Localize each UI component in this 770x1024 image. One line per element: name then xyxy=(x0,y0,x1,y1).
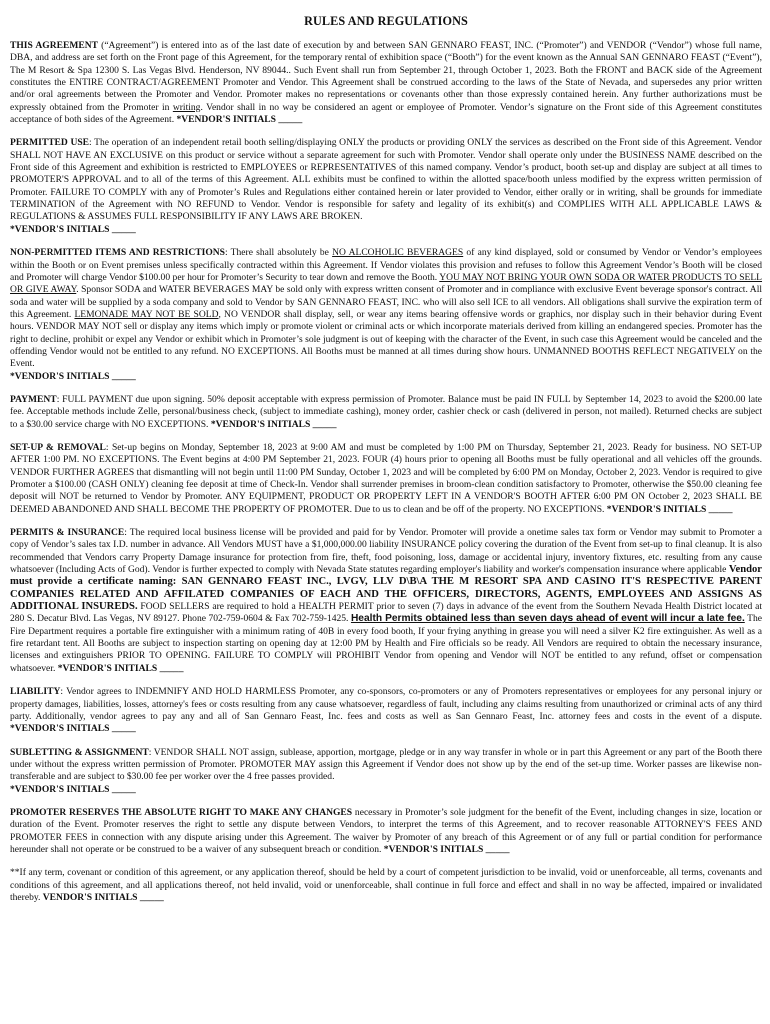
section-text: : Set-up begins on Monday, September 18, 2023 at 9:00 AM and must be completed by 1:00 PM on Thursday, September 21, 2023. Ready for business. NO SET-UP AFTER 1:00 PM. NO EXCEPTIONS. The Event begins at 4:00 PM September 21, 2023. FOUR (4) hours prior to opening all Booths must be fully operational and all vehicles off the grounds. VENDOR FURTHER AGREES that dismantling will not begin until 11:00 PM Sunday, October 1, 2023 and will be completed by 6:00 PM on Monday, October 2, 2023. Vendor is required to give Promoter a $100.00 (CASH ONLY) cleaning fee deposit at time of Check-In. Vendor shall surrender premises in broom-clean condition satisfactory to Promoter, otherwise the $50.00 cleaning fee deposit will NOT be returned to Vendor by Promoter. ANY EQUIPMENT, PRODUCT OR PROPERTY LEFT IN A VENDOR'S BOOTH AFTER 6:00 PM ON October 2, 2023 SHALL BE DEEMED ABANDONED AND SHALL BECOME THE PROPERTY OF PROMOTER. Due to us to clean and be off of the property. NO EXCEPTIONS. xyxy=(10,441,762,515)
vendor-initials: *VENDOR'S INITIALS _____ xyxy=(10,723,136,735)
section-text: : There shall absolutely be xyxy=(224,247,333,259)
section-text-tail: . Vendor shall in no way be considered an agent or employee of Promoter. Vendor’s signature on the Front side of this Agreement constitutes acceptance of both sides of the Agreement. xyxy=(10,101,762,126)
section-text: necessary in Promoter’s sole judgment for the benefit of the Event, including changes in size, location or duration of the Event. Promoter reserves the right to settle any dispute between Vendors, to interpret the terms of this Agreement, and to recover reasonable ATTORNEY'S FEES AND PROMOTER FEES in connection with any dispute arising under this Agreement. The waiver by Promoter of any breach of this Agreement or of any full or partial condition for performance hereunder shall not operate or be construed to be a waiver of any subsequent breach or condition. xyxy=(10,806,762,855)
document-title: RULES AND REGULATIONS xyxy=(304,14,468,28)
section-text: : VENDOR SHALL NOT assign, sublease, apportion, mortgage, pledge or in any way transfer in whole or in part this Agreement or any part of the Booth there under without the express written permission of Promoter. PROMOTER MAY assign this Agreement if Vendor does not show up by the end of the set-up time. Worker passes are likewise non-transferable and are subject to $30.00 fee per worker over the 4 free passes provided. xyxy=(10,746,762,783)
section-text: The Fire Department requires a portable fire extinguisher with a minimum rating of 40B in every food booth, If your frying anything in grease you will need a silver K2 fire extinguisher. As well as a fire retardant tent. All Booths are subject to inspection starting on opening day at 12:00 PM by Health and Fire officials so be ready. All Vendors are required to obtain the necessary insurance, licenses and extinguishers PRIOR TO OPENING. FAILURE TO COMPLY will PROHIBIT Vendor from opening and Vendor will NOT be entitled to any refund, offset or compensation whatsoever. xyxy=(10,613,762,674)
vendor-initials: *VENDOR'S INITIALS _____ xyxy=(10,223,136,235)
severability-section xyxy=(10,867,762,904)
section-text: : Vendor agrees to INDEMNIFY AND HOLD HARMLESS Promoter, any co-sponsors, co-promoters or any of Promoters representatives or employees for any personal injury or property damages, liabilities, losses, attorney's fees or costs resulting from any cause whatsoever, regardless of fault, including any claims resulting from unauthorized or criminal acts of any third party. Additionally, vendor agrees to pay any and all of San Gennaro Feast, Inc. fees and costs as well as San Gennaro Feast, Inc. attorney fees and costs in the event of a dispute. xyxy=(10,686,762,722)
section-lead: SUBLETTING & ASSIGNMENT xyxy=(10,746,149,758)
document-page xyxy=(10,14,762,915)
vendor-initials: *VENDOR'S INITIALS _____ xyxy=(210,418,337,430)
section-lead: NON-PERMITTED ITEMS AND RESTRICTIONS xyxy=(10,247,225,259)
vendor-initials: *VENDOR'S INITIALS _____ xyxy=(57,662,184,674)
setup-removal-section xyxy=(10,442,762,516)
subletting-section xyxy=(10,747,762,796)
section-text: , NO VENDOR shall display, sell, or wear any items bearing offensive words or graphics, nor display such in their behavior during Event hours. VENDOR MAY NOT sell or display any items which imply or promote violent or criminal acts or which incorporate materials derived from killing an endangered species. Promoter has the right to decline, prohibit or expel any Vendor or exhibit which in Promoter’s sole judgment is out of keeping with the character of the Event, in such case this Agreement would be canceled and the offending Vendor would not be entitled to any refund. NO EXCEPTIONS. All Booths must be manned at all times during show hours. UNMANNED BOOTHS REFLECT NEGATIVELY on the Event. xyxy=(10,308,762,370)
section-text: . Sponsor SODA and WATER BEVERAGES MAY be sold only with express written consent of Promoter and in compliance with exclusive Event beverage sponsor's contract. All soda and water will be supplied by a soda company and sold to Vendor by SAN GENNARO FEAST, INC. who will also sell ICE to all vendors. All obligations shall survive the expiration term of this Agreement. xyxy=(10,284,762,320)
section-lead: PAYMENT xyxy=(10,393,57,405)
liability-section xyxy=(10,686,762,735)
underlined-text: NO ALCOHOLIC BEVERAGES xyxy=(332,247,464,259)
permitted-use-section xyxy=(10,137,762,236)
vendor-initials: VENDOR'S INITIALS _____ xyxy=(42,891,164,903)
section-text: of any kind displayed, sold or consumed by Vendor or Vendor’s employees within the Booth or on Event premises unless specifically contracted within this Agreement. If Vendor violates this provision and refuses to follow this Agreement Vendor’s Booth will be closed and Promoter will charge Vendor $100.00 per hour for Promoter’s Security to tear down and remove the Booth. xyxy=(10,247,762,283)
section-text: (“Agreement”) is entered into as of the last date of execution by and between SAN GENNARO FEAST, INC. (“Promoter”) and VENDOR (“Vendor”) whose full name, DBA, and address are set forth on the Front page of this Agreement, for the temporary rental of exhibition space (“Booth”) for the event known as the Annual SAN GENNARO FEAST (“Event”), The M Resort & Spa 12300 S. Las Vegas Blvd. Henderson, NV 89044.. Such Event shall run from September 21, through October 1, 2023. Both the FRONT and BACK side of the Agreement constitutes the ENTIRE CONTRACT/AGREEMENT Promoter and Vendor. This Agreement shall be construed according to the laws of the State of Nevada, and supersedes any prior written and/or oral agreements between the Promoter and Vendor. Promoter makes no representations or covenants other than those expressly contained herein. Any further authorizations must be expressly obtained from the Promoter in xyxy=(10,40,762,113)
section-text: : The required local business license will be provided and paid for by Vendor. Promoter will provide a onetime sales tax form or Vendor may submit to Promoter a copy of Vendor’s sales tax I.D. number in advance. All Vendors MUST have a $1,000,000.00 liability INSURANCE policy covering the duration of the Event from set-up to final cleanup. It is also recommended that Vendors carry Property Damage insurance for protection from fire, theft, food poisoning, loss, damage or accidental injury, inventory fixtures, etc. resulting from any cause whatsoever (Including Acts of God). Vendor is further expected to comply with Nevada State statutes regarding employer's liability and worker's compensation insurance where applicable xyxy=(10,527,762,576)
underlined-text: YOU MAY NOT BRING YOUR OWN SODA OR WATER PRODUCTS TO SELL OR GIVE AWAY xyxy=(10,271,763,296)
section-text: : The operation of an independent retail booth selling/displaying ONLY the products or providing ONLY the services as described on the Front side of this Agreement. Vendor SHALL NOT HAVE AN EXCLUSIVE on this product or service without a separate agreement for such with Promoter. Vendor shall operate only under the BUSINESS NAME described on the Front side of this Agreement and exhibition is restricted to EMPLOYEES or REPRESENTATIVES of this named company. Vendor’s product, booth set-up and display are subject at all times to PROMOTER'S APPROVAL and to all of the terms of this Agreement. ALL exhibits must be confined to within the allotted space/booth unless modified by the express written permission of Promoter. FAILURE TO COMPLY with any of Promoter’s Rules and Regulations either contained herein or later provided to Vendor, either orally or in writing, shall be grounds for immediate TERMINATION of the Agreement with NO REFUND to Vendor. Vendor is responsible for safety and legality of its exhibit(s) and COMPLIES WITH ALL APPLICABLE LAWS & REGULATIONS & ASSUMES FULL RESPONSIBILITY IF ANY LAWS ARE BROKEN. xyxy=(10,137,762,223)
non-permitted-section xyxy=(10,247,762,383)
section-lead: PERMITTED USE xyxy=(10,137,90,149)
vendor-initials: *VENDOR'S INITIALS _____ xyxy=(10,783,136,795)
certificate-requirement: Vendor must provide a certificate naming: SAN GENNARO FEAST INC., LVGV, LLV D\B\A THE M RESORT SPA AND CASINO IT'S RESPECTIVE PARENT COMPANIES RELATED AND AFFILATED COMPANIES OF EACH AND THE OFFICERS, DIRECTORS, AGENTS, EMPLOYEES AND ASSIGNS AS ADDITIONAL INSUREDS. xyxy=(10,564,762,613)
underlined-text: LEMONADE MAY NOT BE SOLD xyxy=(74,308,219,320)
vendor-initials: *VENDOR'S INITIALS _____ xyxy=(10,370,136,382)
section-lead: PROMOTER RESERVES THE ABSOLUTE RIGHT TO MAKE ANY CHANGES xyxy=(10,806,353,818)
section-text: FOOD SELLERS are required to hold a HEALTH PERMIT prior to seven (7) days in advance of the event from the Southern Nevada Health District located at 280 S. Decatur Blvd. Las Vegas, NV 89127. Phone 702-759-0604 & Fax 702-759-1425. xyxy=(10,601,763,625)
section-text: : FULL PAYMENT due upon signing. 50% deposit acceptable with express permission of Promoter. Balance must be paid IN FULL by September 14, 2023 to avoid the $200.00 late fee. Acceptable methods include Zelle, personal/business check, (subject to immediate cashing), money order, cashier check or cash (delivered in person, not mailed). Returned checks are subject to a $30.00 service charge with NO EXCEPTIONS. xyxy=(10,393,762,430)
section-lead: PERMITS & INSURANCE xyxy=(10,527,125,539)
section-lead: LIABILITY xyxy=(10,686,61,698)
vendor-initials: *VENDOR'S INITIALS _____ xyxy=(383,843,510,855)
section-lead: THIS AGREEMENT xyxy=(10,40,99,51)
payment-section xyxy=(10,394,762,431)
vendor-initials: *VENDOR'S INITIALS _____ xyxy=(176,114,303,126)
vendor-initials: *VENDOR'S INITIALS _____ xyxy=(606,503,733,515)
underlined-text: writing xyxy=(172,101,201,113)
health-permit-notice: Health Permits obtained less than seven days ahead of event will incur a late fee. xyxy=(350,613,745,625)
promoter-reserves-section xyxy=(10,807,762,856)
agreement-section xyxy=(10,40,762,126)
section-lead: SET-UP & REMOVAL xyxy=(10,441,106,453)
section-text: **If any term, covenant or condition of this agreement, or any application thereof, should be held by a court of competent jurisdiction to be invalid, void or unenforceable, all terms, covenants and conditions of this agreement, and all applications thereof, not held invalid, void or unenforceable, shall continue in full force and effect and shall in no way be affected, impaired or invalidated thereby. xyxy=(10,867,762,903)
permits-insurance-section xyxy=(10,527,762,675)
